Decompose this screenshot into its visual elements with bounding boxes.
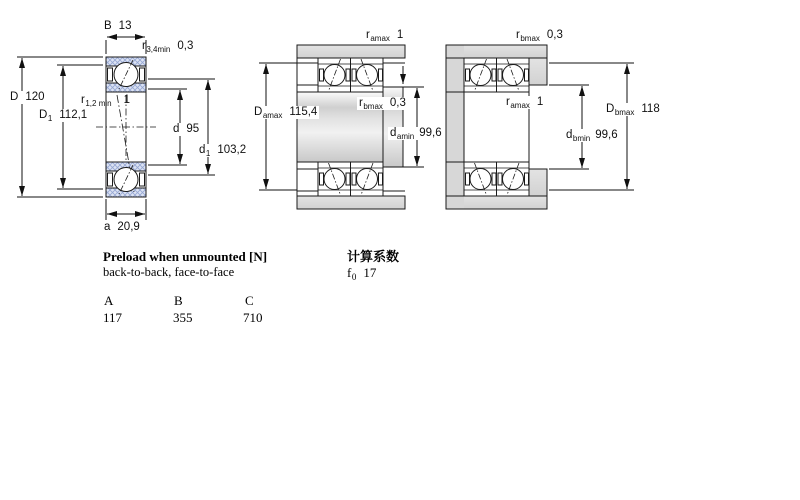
dim-label-rbmax-middle: $r_{bmax}$ 0,3 xyxy=(359,97,406,111)
shaft-column xyxy=(446,45,464,209)
dim-label-Dbmax: $D_{bmax}$ 118 xyxy=(606,103,660,117)
dim-label-Damax: $D_{amax}$ 115,4 xyxy=(254,106,318,120)
dim-label-r34min: $r_{3,4min}$ 0,3 xyxy=(142,40,194,54)
housing-shoulder-top xyxy=(529,58,547,85)
dim-label-D1: $D_1$ 112,1 xyxy=(39,109,88,123)
dim-label-bore-d: d 95 xyxy=(173,123,200,135)
right-figure-dimensions xyxy=(549,63,634,190)
preload-subtitle: back-to-back, face-to-face xyxy=(103,265,235,279)
calculation-factor-title: 计算系数 xyxy=(347,249,400,264)
preload-col-b: B xyxy=(174,293,183,308)
dim-label-r12min: $r_{1,2 min}$ 1 xyxy=(81,94,130,108)
dim-label-ramax-right: $r_{amax}$ 1 xyxy=(506,96,544,110)
dim-label-damin: $d_{amin}$ 99,6 xyxy=(390,127,442,141)
cage xyxy=(108,173,113,186)
dim-label-ramax-middle: $r_{amax}$ 1 xyxy=(366,29,404,43)
preload-title: Preload when unmounted [N] xyxy=(103,249,268,264)
preload-value-b: 355 xyxy=(173,310,193,325)
dim-label-outer-diameter-D: D 120 xyxy=(10,91,45,103)
cage xyxy=(108,68,113,81)
preload-col-a: A xyxy=(104,293,114,308)
bearing-cross-section-figure xyxy=(96,57,156,197)
housing-shoulder-bottom xyxy=(529,169,547,196)
preload-value-a: 117 xyxy=(103,310,123,325)
dim-label-dbmin: $d_{bmin}$ 99,6 xyxy=(566,129,618,143)
housing-abutment-figure xyxy=(446,45,547,209)
preload-col-c: C xyxy=(245,293,254,308)
housing-band-bottom xyxy=(297,196,405,209)
dim-label-d1: $d_1$ 103,2 xyxy=(199,144,247,158)
dim-label-rbmax-right: $r_{bmax}$ 0,3 xyxy=(516,29,563,43)
housing-band-top xyxy=(297,45,405,58)
cage xyxy=(140,173,145,186)
cage xyxy=(140,68,145,81)
calculation-factor-f0: $f_0$ 17 xyxy=(347,265,377,282)
dim-label-load-center-a: a 20,9 xyxy=(104,221,140,233)
dim-label-width-B: B 13 xyxy=(104,20,132,32)
preload-value-c: 710 xyxy=(243,310,263,325)
